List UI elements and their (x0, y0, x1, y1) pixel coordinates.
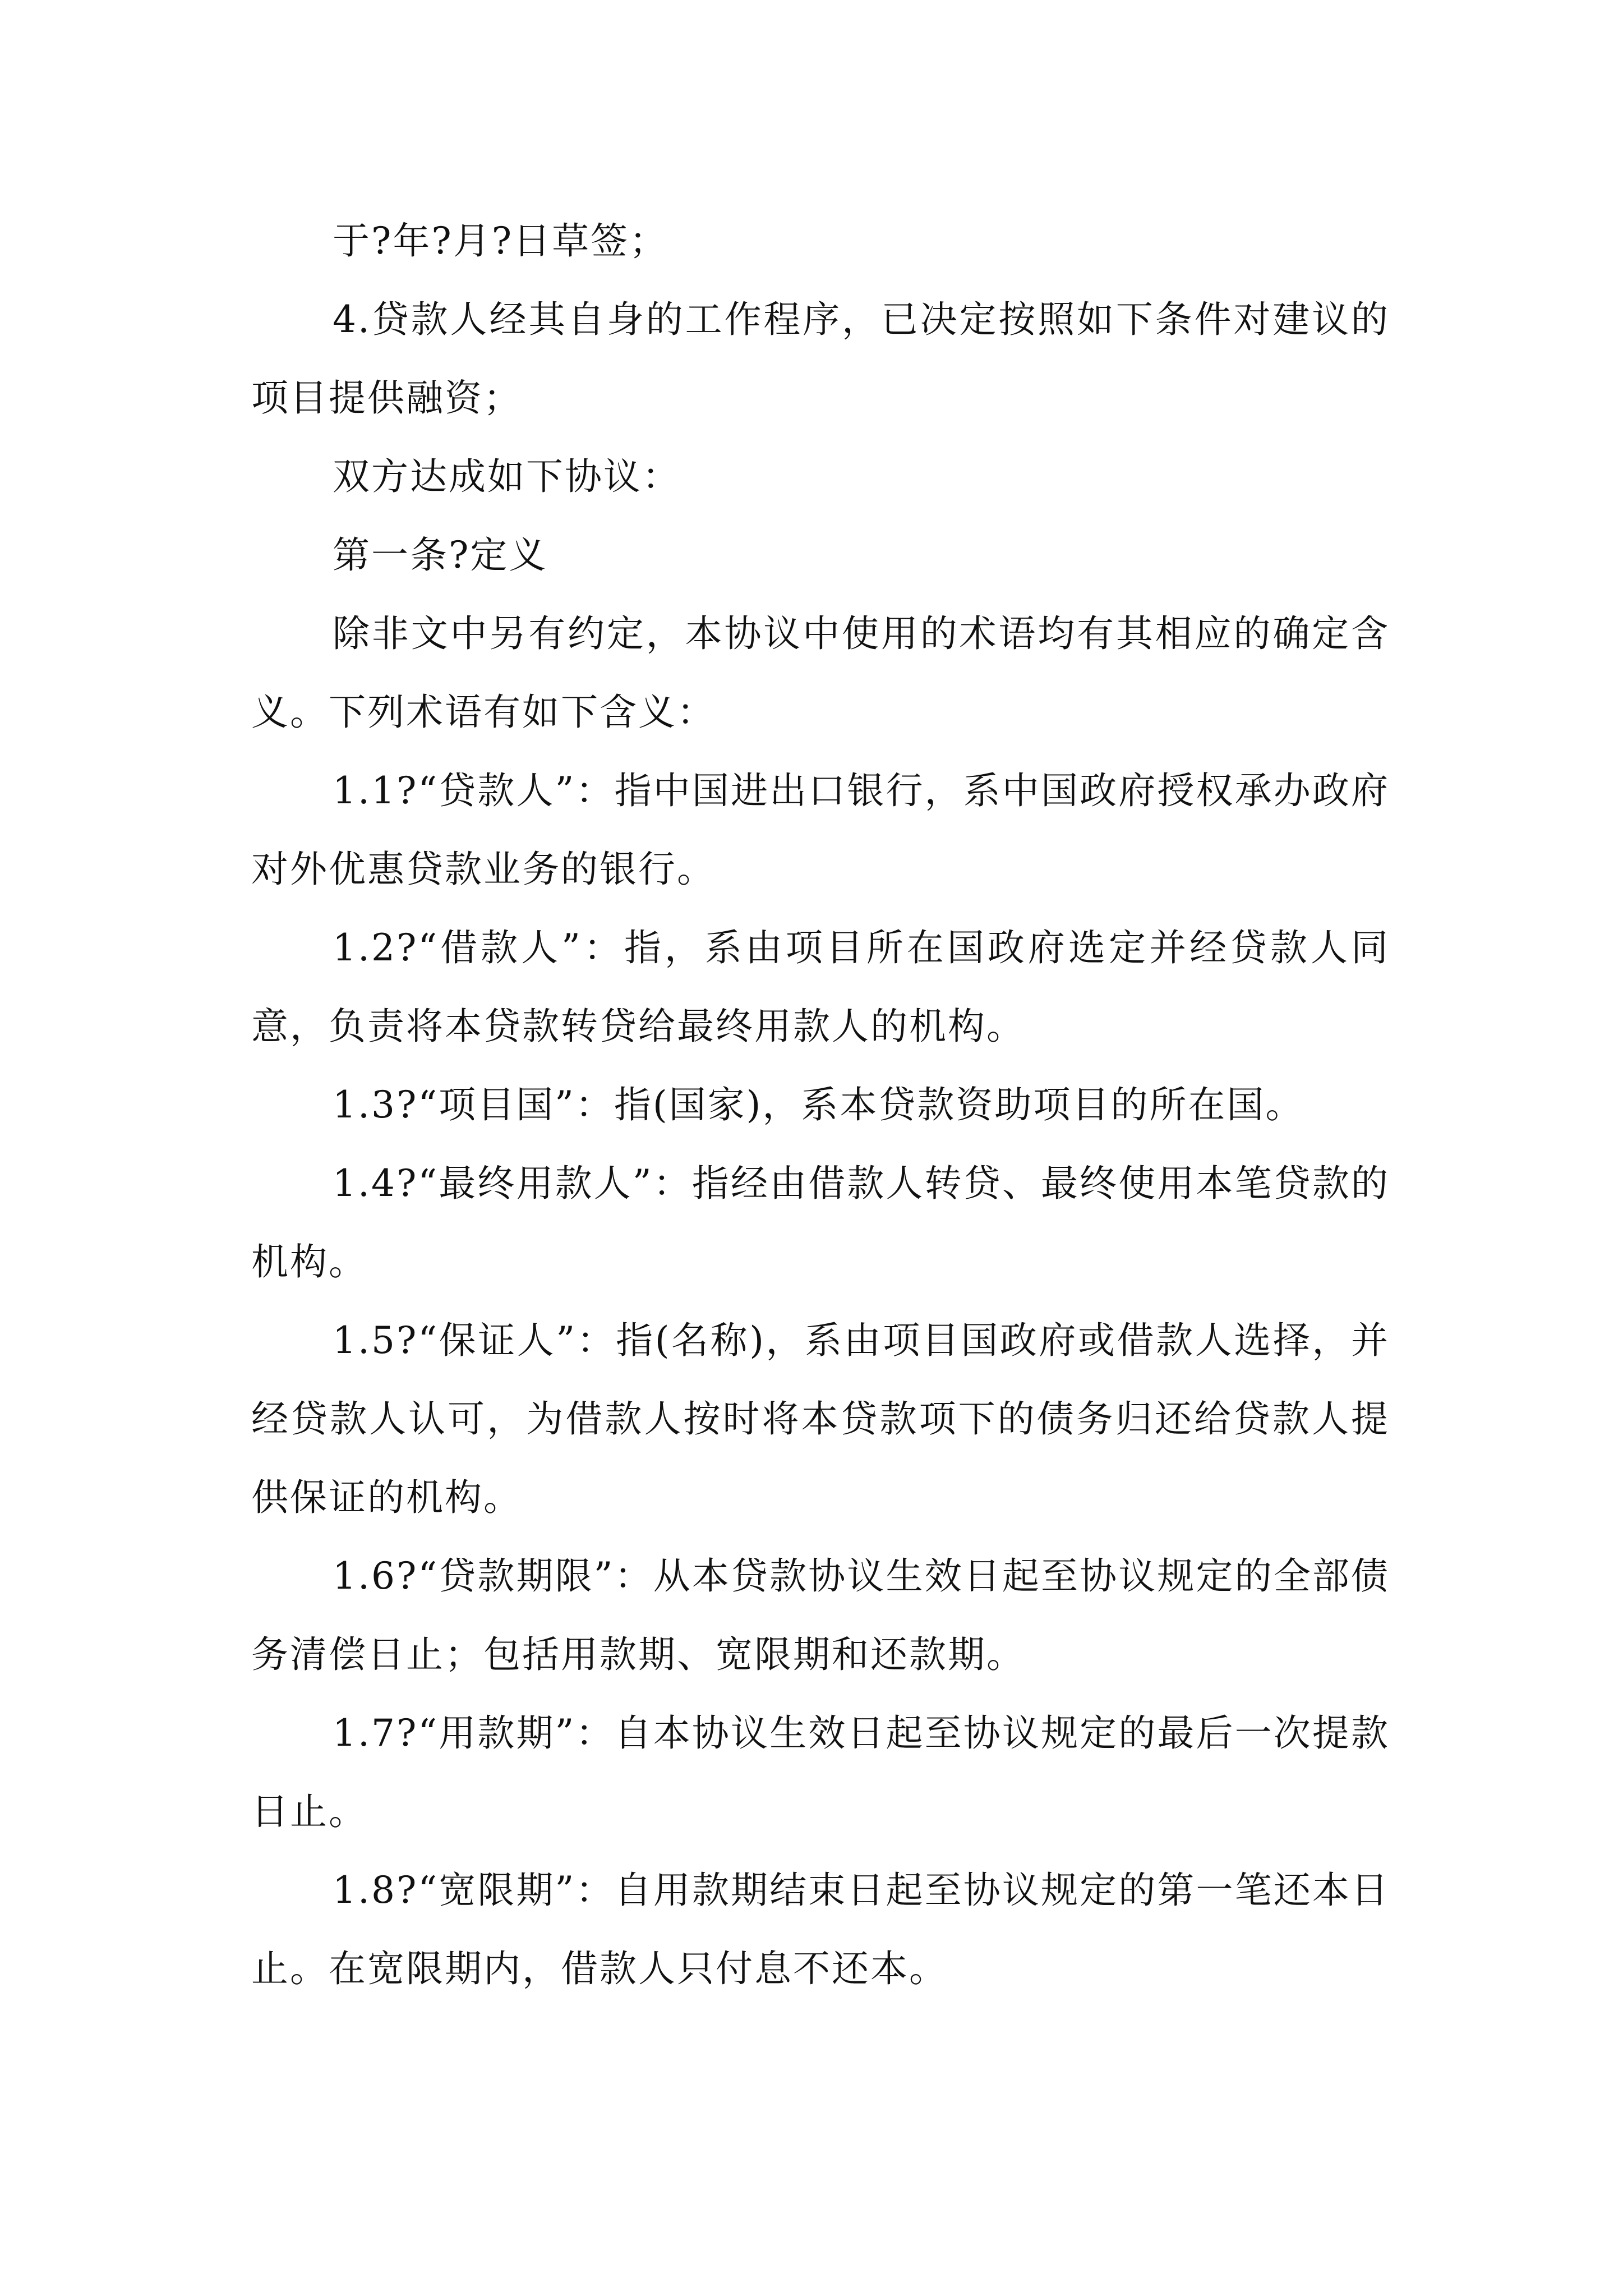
definition-1-3: 1.3?“项目国”：指(国家)，系本贷款资助项目的所在国。 (333, 1083, 1304, 1126)
document-body (251, 202, 1390, 2008)
definition-1-7: 1.7?“用款期”：自本协议生效日起至协议规定的最后一次提款日止。 (251, 1711, 1390, 1833)
definition-1-2: 1.2?“借款人”：指，系由项目所在国政府选定并经贷款人同意，负责将本贷款转贷给最终用款人的机构。 (251, 926, 1390, 1048)
paragraph-definitions-intro: 除非文中另有约定，本协议中使用的术语均有其相应的确定含义。下列术语有如下含义： (251, 612, 1390, 734)
article-1-heading: 第一条?定义 (333, 533, 548, 577)
definition-1-5: 1.5?“保证人”：指(名称)，系由项目国政府或借款人选择，并经贷款人认可，为借款人按时将本贷款项下的债务归还给贷款人提供保证的机构。 (251, 1319, 1390, 1519)
paragraph-lender-decision: 4.贷款人经其自身的工作程序，已决定按照如下条件对建议的项目提供融资； (251, 298, 1390, 420)
definition-1-8: 1.8?“宽限期”：自用款期结束日起至协议规定的第一笔还本日止。在宽限期内，借款人只付息不还本。 (251, 1869, 1390, 1990)
definition-1-1: 1.1?“贷款人”：指中国进出口银行，系中国政府授权承办政府对外优惠贷款业务的银行。 (251, 769, 1390, 891)
paragraph-draft-date: 于?年?月?日草签； (333, 219, 668, 263)
definition-1-6: 1.6?“贷款期限”：从本贷款协议生效日起至协议规定的全部债务清偿日止；包括用款期、宽限期和还款期。 (251, 1554, 1390, 1676)
definition-1-4: 1.4?“最终用款人”：指经由借款人转贷、最终使用本笔贷款的机构。 (251, 1162, 1390, 1283)
paragraph-agreement-intro: 双方达成如下协议： (333, 455, 681, 498)
